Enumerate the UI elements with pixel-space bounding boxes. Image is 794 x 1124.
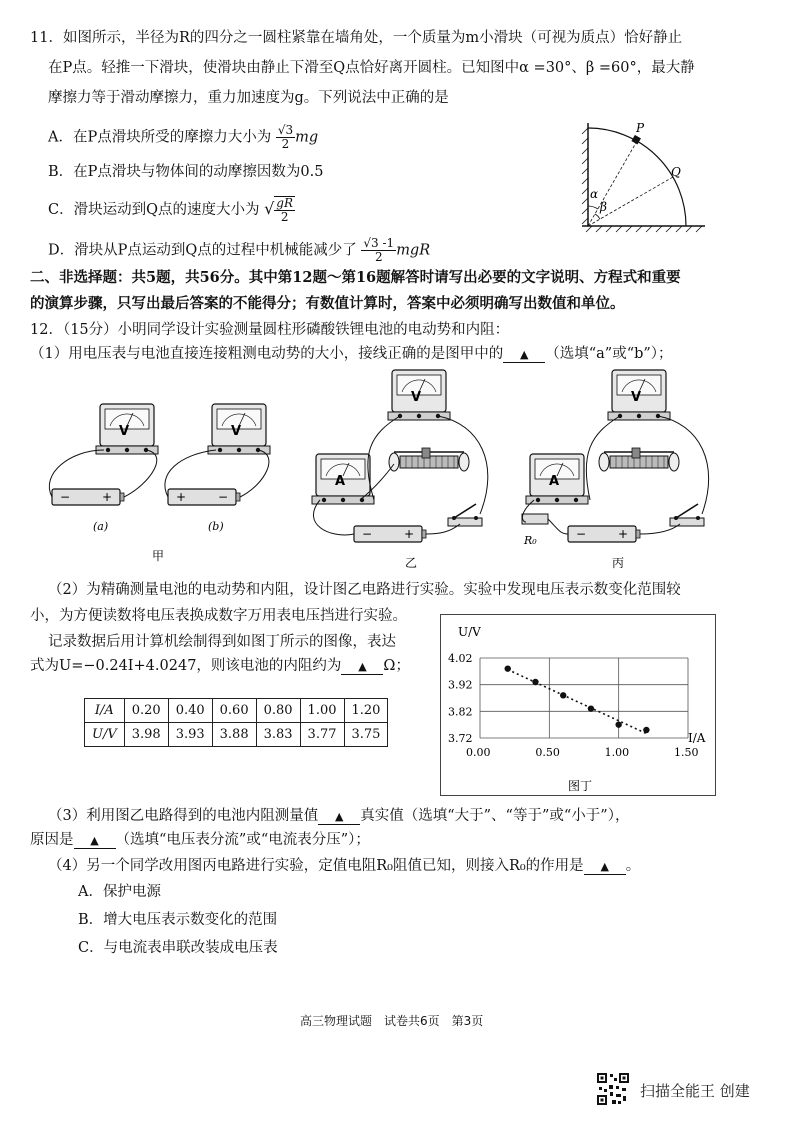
sqrt-sign-icon: √ [264,199,275,218]
q12-part2-line2: 小，为方便读数将电压表换成数字万用表电压挡进行实验。 [30,608,407,624]
q12-part4-text: （4）另一个同学改用图丙电路进行实验，定值电阻R₀阻值已知，则接入R₀的作用是 [48,858,584,874]
answer-blank: ▲ [318,810,360,825]
fig-jia-label: 甲 [152,549,165,563]
section2-line1: 二、非选择题：共5题，共56分。其中第12题～第16题解答时请写出必要的文字说明、方程式和重要 [30,269,681,286]
chart-y-axis-label: U/V [458,625,481,639]
q12-part3-line1: （3）利用图乙电路得到的电池内阻测量值 ▲ 真实值（选填“大于”、“等于”或“小于”）， [48,808,630,824]
table-row: I/A 0.20 0.40 0.60 0.80 1.00 1.20 [85,699,388,723]
answer-blank: ▲ [503,348,545,363]
chart-data-point [588,705,594,711]
point-q-label: Q [671,165,681,179]
q12-part2-line4-text: 式为U=−0.24I+4.0247，则该电池的内阻约为 [30,658,342,674]
chart-title: 图丁 [568,779,593,793]
r0-label: R₀ [524,534,537,547]
circuit-figures [30,364,740,574]
beta-label: β [600,200,607,214]
chart-y-tick-label: 3.92 [448,678,473,692]
chart-y-tick-label: 4.02 [448,652,473,665]
section2-line2: 的演算步骤，只写出最后答案的不能得分；有数值计算时，答案中必须明确写出数值和单位。 [30,295,625,312]
q11-option-a-fraction: $\frac{√3}{2}$ [277,123,294,151]
fig-bing-voltmeter-label: V [631,390,642,405]
q12-heading: 12．（15分）小明同学设计实验测量圆柱形磷酸铁锂电池的电动势和内阻： [30,322,510,338]
chart-x-tick-label: 0.50 [535,746,560,759]
chart-y-tick-label: 3.72 [448,732,473,745]
q12-part4: （4）另一个同学改用图丙电路进行实验，定值电阻R₀阻值已知，则接入R₀的作用是 ▲ 。 [48,858,641,874]
page-footer: 高三物理试题 试卷共6页 第3页 [300,1014,484,1028]
q12-part4-option-b: B．增大电压表示数变化的范围 [78,912,278,928]
chart-ticks [448,652,699,759]
chart-x-tick-label: 1.00 [604,746,630,759]
q11-line1: 11．如图所示，半径为R的四分之一圆柱紧靠在墙角处，一个质量为m小滑块（可视为质点）恰好静止 [30,30,683,46]
q12-part3-text: （3）利用图乙电路得到的电池内阻测量值 [48,808,319,824]
chart-y-tick-label: 3.82 [448,705,473,719]
chart-frame [441,615,716,796]
q11-option-d-fraction: $\frac{√3 -1}{2}$ [363,236,395,264]
fig-yi-voltmeter-label: V [411,390,422,405]
fig-b-voltmeter-label: V [231,424,242,439]
chart-data-point [532,679,538,685]
svg-text:+: + [618,527,629,541]
qr-code-icon [596,1072,630,1106]
q12-part2-line3: 记录数据后用计算机绘制得到如图丁所示的图像，表达 [48,634,396,650]
svg-text:+: + [102,490,113,504]
chart-points [505,665,650,733]
chart-x-tick-label: 0.00 [466,746,491,759]
quarter-cylinder-figure [570,118,710,243]
scanner-watermark: 扫描全能王 创建 [640,1082,750,1100]
q11-option-d-text: D．滑块从P点运动到Q点的过程中机械能减少了 [48,242,357,259]
q11-option-b: B．在P点滑块与物体间的动摩擦因数为0.5 [48,164,324,180]
answer-blank: ▲ [584,860,626,875]
chart-data-point [643,727,649,733]
q12-part1-text: （1）用电压表与电池直接连接粗测电动势的大小，接线正确的是图甲中的 [30,346,504,362]
table-row: U/V 3.98 3.93 3.88 3.83 3.77 3.75 [85,723,388,747]
q11-line3: 摩擦力等于滑动摩擦力，重力加速度为g。下列说法中正确的是 [48,90,449,106]
svg-text:−: − [576,527,587,541]
svg-text:−: − [362,527,373,541]
fig-a-voltmeter-label: V [119,424,130,439]
svg-text:+: + [404,527,415,541]
fig-bing-label: 丙 [612,556,625,570]
q12-part2-line4: 式为U=−0.24I+4.0247，则该电池的内阻约为 ▲ Ω； [30,658,410,674]
chart-x-axis-label: I/A [688,731,706,745]
svg-text:−: − [60,490,71,504]
fig-yi-ammeter-label: A [335,474,346,489]
alpha-label: α [590,187,599,201]
fig-b-label: (b) [208,520,224,533]
chart-grid [480,658,688,738]
svg-text:+: + [176,490,187,504]
u-i-chart [440,614,716,796]
q11-option-c [48,196,295,224]
chart-x-tick-label: 1.50 [674,746,699,759]
q12-part1-choice: （选填“a”或“b”）； [545,346,673,362]
fig-a-label: (a) [93,520,109,533]
answer-blank: ▲ [74,834,116,849]
fig-yi-label: 乙 [405,556,418,570]
chart-data-point [505,665,511,671]
q11-option-c-fraction: $\frac{gR}{2}$ [276,196,294,224]
fig-bing-ammeter-label: A [549,474,560,489]
q12-part4-option-a: A．保护电源 [78,884,161,900]
chart-data-point [615,721,621,727]
q11-option-c-text: C．滑块运动到Q点的速度大小为 [48,202,260,218]
q12-part4-option-c: C．与电流表串联改装成电压表 [78,940,278,956]
chart-data-point [560,692,566,698]
answer-blank: ▲ [341,660,383,675]
svg-text:−: − [218,490,229,504]
q11-option-a-text: A．在P点滑块所受的摩擦力大小为 [48,129,272,146]
fit-line [508,670,647,734]
q12-part2-line1: （2）为精确测量电池的电动势和内阻，设计图乙电路进行实验。实验中发现电压表示数变化范围较 [48,582,681,598]
q12-part3-line2: 原因是 ▲ （选填“电压表分流”或“电流表分压”）； [30,832,370,848]
point-p-label: P [636,121,645,135]
q11-option-d: D．滑块从P点运动到Q点的过程中机械能减少了 $\frac{√3 -1}{2}$ mgR [48,236,431,264]
q11-line2: 在P点。轻推一下滑块，使滑块由静止下滑至Q点恰好离开圆柱。已知图中α =30°、β =60°，最大静 [48,60,695,76]
data-table [84,698,388,747]
q11-option-a: A．在P点滑块所受的摩擦力大小为 $\frac{√3}{2}$ mg [48,123,319,151]
q12-part1 [30,344,673,364]
